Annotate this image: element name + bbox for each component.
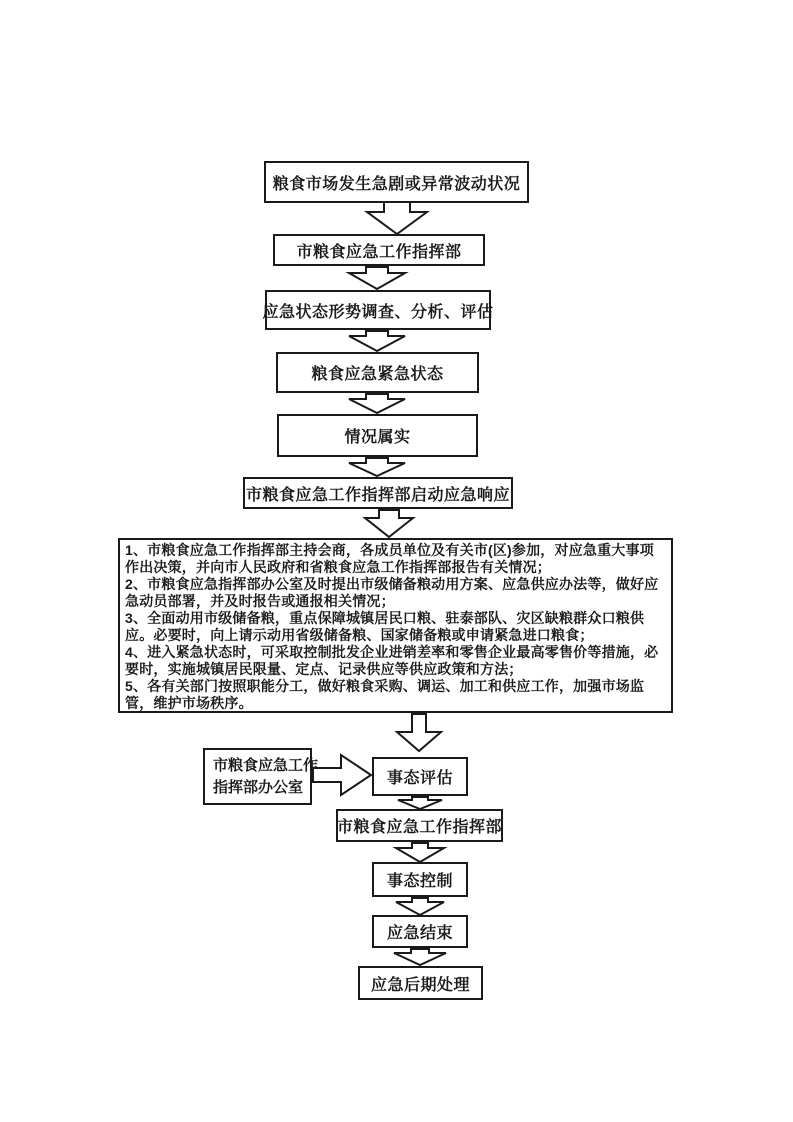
flow-arrow-down-icon	[396, 843, 444, 862]
response-actions-box	[118, 538, 673, 713]
node-hq-office	[203, 748, 319, 805]
node-emergency-state	[276, 352, 479, 393]
node-situation-confirmed	[277, 414, 478, 457]
node-label: 应急状态形势调查、分析、评估	[262, 303, 494, 321]
flow-arrow-down-icon	[398, 797, 442, 809]
node-post-emergency-handling	[358, 966, 483, 1000]
flow-arrow-down-icon	[365, 510, 413, 537]
node-label-line: 指挥部办公室	[213, 779, 304, 796]
flow-arrow-down-icon	[349, 458, 405, 476]
node-hq	[273, 234, 485, 266]
response-action-item: 5、各有关部门按照职能分工，做好粮食采购、调运、加工和供应工作，加强市场监管，维护市场秩序。	[125, 678, 645, 711]
node-emergency-end	[372, 915, 468, 948]
node-label: 应急结束	[386, 925, 453, 942]
flow-arrow-down-icon	[367, 202, 427, 234]
flow-arrow-down-icon	[397, 714, 441, 751]
node-label: 市粮食应急工作指挥部	[296, 243, 462, 261]
response-action-item: 4、进入紧急状态时，可采取控制批发企业进销差率和零售企业最高零售价等措施，必要时，实施城镇居民限量、定点、记录供应等供应政策和方法；	[125, 644, 659, 677]
node-label: 粮食市场发生急剧或异常波动状况	[272, 175, 521, 193]
response-action-item: 3、全面动用市级储备粮，重点保障城镇居民口粮、驻泰部队、灾区缺粮群众口粮供应。必要时，向上请示动用省级储备粮、国家储备粮或申请紧急进口粮食；	[125, 610, 645, 643]
flow-arrow-right-icon	[313, 755, 371, 795]
response-action-item: 1、市粮食应急工作指挥部主持会商，各成员单位及有关市(区)参加，对应急重大事项作出决策，并向市人民政府和省粮食应急工作指挥部报告有关情况；	[125, 542, 654, 575]
node-label: 市粮食应急工作指挥部	[337, 819, 503, 836]
node-label-line: 市粮食应急工作	[213, 757, 319, 774]
node-start-response	[243, 477, 513, 509]
response-action-item: 2、市粮食应急指挥部办公室及时提出市级储备粮动用方案、应急供应办法等，做好应急动员部署，并及时报告或通报相关情况；	[125, 576, 659, 609]
flow-arrow-down-icon	[349, 394, 405, 413]
node-label: 事态控制	[386, 873, 453, 890]
flow-arrow-down-icon	[349, 331, 405, 351]
node-label: 应急后期处理	[370, 976, 470, 994]
flow-arrow-down-icon	[394, 949, 446, 965]
node-situation-control	[372, 862, 468, 897]
flow-arrow-down-icon	[349, 267, 405, 289]
node-label: 粮食应急紧急状态	[311, 366, 444, 383]
node-label: 市粮食应急工作指挥部启动应急响应	[245, 486, 510, 504]
node-label: 情况属实	[344, 429, 411, 446]
node-situation-assessment	[372, 757, 468, 796]
node-market-fluctuation	[264, 161, 529, 203]
flow-arrow-down-icon	[396, 898, 444, 915]
node-investigation	[262, 290, 494, 330]
node-hq-2	[336, 809, 503, 842]
node-label: 事态评估	[386, 770, 453, 787]
